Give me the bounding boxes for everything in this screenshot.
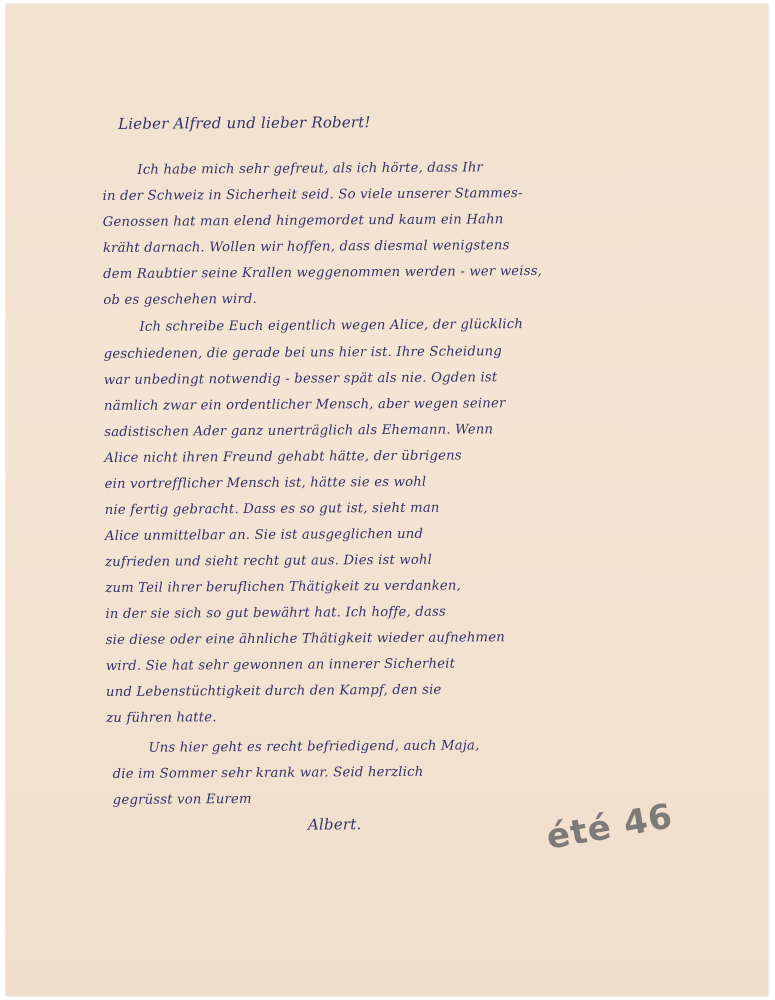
letter-line: Ich schreibe Euch eigentlich wegen Alice, der glücklich <box>139 317 524 335</box>
letter-line: nie fertig gebracht. Dass es so gut ist, sieht man <box>104 500 440 518</box>
letter-line: zu führen hatte. <box>106 710 217 726</box>
letter-line: Alice nicht ihren Freund gehabt hätte, der übrigens <box>104 448 462 466</box>
letter-line: ob es geschehen wird. <box>103 291 258 308</box>
salutation: Lieber Alfred und lieber Robert! <box>117 113 371 133</box>
letter-line: Alice unmittelbar an. Sie ist ausgeglichen und <box>104 526 424 544</box>
letter-line: zufrieden und sieht recht gut aus. Dies ist wohl <box>105 552 433 570</box>
letter-line: gegrüsst von Eurem <box>112 791 252 808</box>
letter-line: sie diese oder eine ähnliche Thätigkeit wieder aufnehmen <box>105 630 505 648</box>
letter-line: die im Sommer sehr krank war. Seid herzlich <box>112 764 424 782</box>
letter-line: war unbedingt notwendig - besser spät als nie. Ogden ist <box>103 370 498 388</box>
letter-line: geschiedenen, die gerade bei uns hier ist. Ihre Scheidung <box>103 344 503 362</box>
letter-line: ein vortrefflicher Mensch ist, hätte sie es wohl <box>104 474 427 492</box>
letter-line: Genossen hat man elend hingemordet und kaum ein Hahn <box>102 212 504 230</box>
letter-line: in der sie sich so gut bewährt hat. Ich hoffe, dass <box>105 604 446 622</box>
letter-line: in der Schweiz in Sicherheit seid. So viele unserer Stammes- <box>102 186 523 204</box>
letter-line: zum Teil ihrer beruflichen Thätigkeit zu verdanken, <box>105 578 462 596</box>
signature: Albert. <box>307 815 362 834</box>
pencil-note: été 46 <box>543 796 677 858</box>
letter-line: kräht darnach. Wollen wir hoffen, dass diesmal wenigstens <box>102 238 510 256</box>
letter-line: wird. Sie hat sehr gewonnen an innerer Sicherheit <box>105 656 456 674</box>
letter-line: und Lebenstüchtigkeit durch den Kampf, den sie <box>105 682 442 700</box>
letter-line: sadistischen Ader ganz unerträglich als Ehemann. Wenn <box>104 422 494 440</box>
letter-line: nämlich zwar ein ordentlicher Mensch, aber wegen seiner <box>103 396 506 414</box>
letter-line: Uns hier geht es recht befriedigend, auch Maja, <box>148 738 480 756</box>
letter-line: dem Raubtier seine Krallen weggenommen werden - wer weiss, <box>103 263 543 282</box>
letter-line: Ich habe mich sehr gefreut, als ich hörte, dass Ihr <box>137 160 484 178</box>
letter-sheet <box>6 4 768 996</box>
